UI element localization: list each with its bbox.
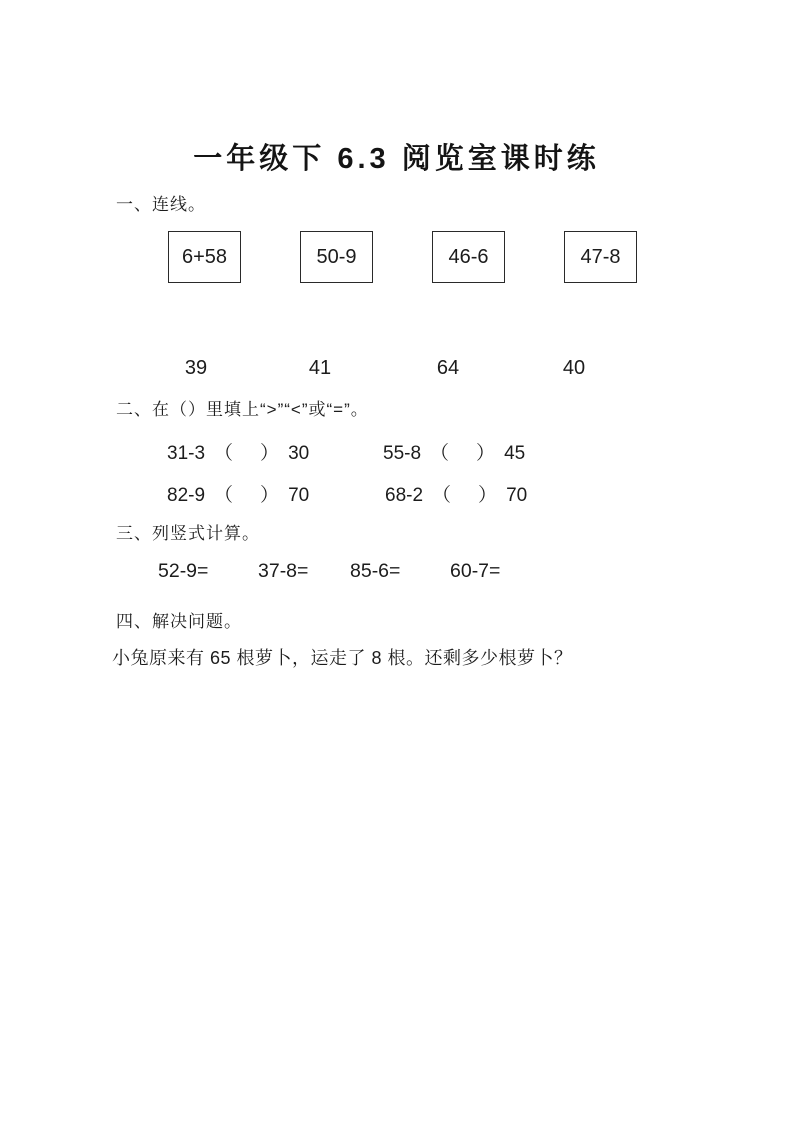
expression-text: 6+58 (181, 245, 228, 268)
comparison-expression: 31-3 (167, 443, 206, 464)
expression-box (432, 231, 505, 283)
comparison-expression: 68-2 (385, 485, 424, 506)
comparison-value: 30 (288, 443, 310, 464)
comparison-value: 45 (504, 443, 526, 464)
page-title: 一年级下 6.3 阅览室课时练 (193, 143, 600, 175)
comparison-problem (167, 480, 309, 507)
comparison-value: 70 (506, 485, 528, 506)
expression-text: 50-9 (316, 245, 357, 268)
calc-problem: 60-7= (450, 560, 501, 582)
section3-header: 三、列竖式计算。 (116, 524, 260, 543)
comparison-expression: 82-9 (167, 485, 206, 506)
section2-header: 二、在（）里填上“>”“<”或“=”。 (116, 400, 369, 419)
comparison-expression: 55-8 (383, 443, 422, 464)
calc-problem: 52-9= (158, 560, 209, 582)
comparison-value: 70 (288, 485, 310, 506)
section4-header: 四、解决问题。 (116, 612, 242, 631)
expression-box (168, 231, 241, 283)
comparison-problem (167, 438, 309, 465)
paren-open: （ (430, 443, 450, 464)
comparison-problem (385, 480, 527, 507)
paren-open: （ (214, 485, 234, 506)
match-answer: 64 (436, 357, 460, 379)
paren-open: （ (214, 443, 234, 464)
comparison-problem (383, 438, 525, 465)
paren-close: ） (476, 443, 496, 464)
calc-problem: 37-8= (258, 560, 309, 582)
match-answer: 40 (562, 357, 586, 379)
word-problem-text: 小兔原来有 65 根萝卜，运走了 8 根。还剩多少根萝卜？ (112, 648, 573, 668)
expression-box (300, 231, 373, 283)
expression-text: 47-8 (580, 245, 621, 268)
paren-close: ） (478, 485, 498, 506)
section1-header: 一、连线。 (116, 195, 206, 214)
expression-box (564, 231, 637, 283)
calc-problem: 85-6= (350, 560, 401, 582)
paren-close: ） (260, 485, 280, 506)
match-answer: 41 (308, 357, 332, 379)
paren-open: （ (432, 485, 452, 506)
expression-text: 46-6 (448, 245, 489, 268)
paren-close: ） (260, 443, 280, 464)
match-answer: 39 (184, 357, 208, 379)
